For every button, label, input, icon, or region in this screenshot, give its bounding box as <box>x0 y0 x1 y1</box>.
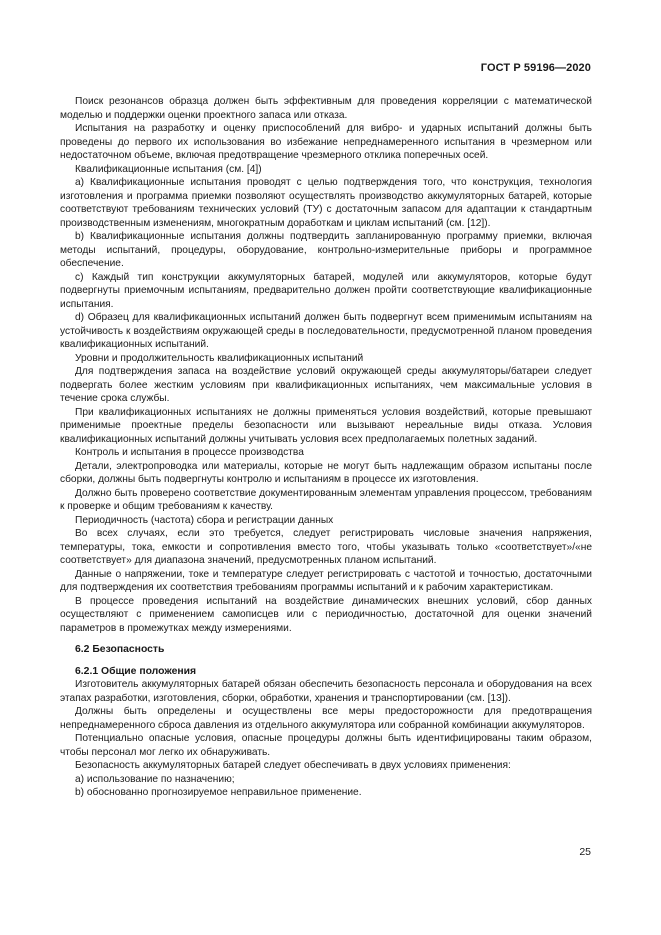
list-item: b) Квалификационные испытания должны подтвердить запланированную программу приемки, включая методы испытаний, процедуры, оборудование, контрольно-измерительные приборы и программное обеспечение. <box>60 231 592 269</box>
list-item: d) Образец для квалификационных испытаний должен быть подвергнут всем применимым испытаниям на устойчивость к воздействиям окружающей среды в последовательности, предусмотренной планом проведения квалификационных испытаний. <box>60 312 592 350</box>
paragraph: Детали, электропроводка или материалы, которые не могут быть надлежащим образом испытаны после сборки, должны быть подвергнуты контролю и испытаниям в процессе их изготовления. <box>60 460 592 485</box>
paragraph: В процессе проведения испытаний на воздействие динамических внешних условий, сбор данных осуществляют с применением самописцев или с периодичностью, достаточной для оценки значений параметров в промежутках между измерениями. <box>60 595 592 634</box>
paragraph: Уровни и продолжительность квалификационных испытаний <box>75 352 364 364</box>
paragraph: Поиск резонансов образца должен быть эффективным для проведения корреляции с математической моделью и поддержки оценки проектного запаса или отказа. <box>60 96 592 121</box>
list-item: c) Каждый тип конструкции аккумуляторных батарей, модулей или аккумуляторов, которые будут подвергнуты приемочным испытаниям, предварительно должен пройти соответствующие квалификационные испытания. <box>60 271 592 310</box>
subsection-heading: 6.2.1 Общие положения <box>75 665 197 677</box>
list-item: a) Квалификационные испытания проводят с целью подтверждения того, что конструкция, технология изготовления и программа приемки позволяют осуществлять производство аккумуляторных батарей, которые соответствуют требованиям технических условий (ТУ) с достаточным запасом для адаптации к стандартным производственным изменениям, многократным доработкам и циклам испытаний (см. [12]). <box>60 177 592 229</box>
list-item: b) обоснованно прогнозируемое неправильное применение. <box>75 787 362 798</box>
paragraph: Безопасность аккумуляторных батарей следует обеспечивать в двух условиях применения: <box>75 760 511 771</box>
paragraph: Во всех случаях, если это требуется, следует регистрировать числовые значения напряжения, температуры, тока, емкости и сопротивления вместо того, чтобы указывать только «соответствует»/«не соответствует» для диапазона значений, предусмотренных планом испытаний. <box>60 528 592 566</box>
paragraph: Потенциально опасные условия, опасные процедуры должны быть идентифицированы таким образом, чтобы персонал мог легко их обнаруживать. <box>60 733 592 758</box>
paragraph: Для подтверждения запаса на воздействие условий окружающей среды аккумуляторы/батареи следует подвергать более жестким условиям при квалификационных испытаниях, чем максимальные условия в течение срока службы. <box>60 366 592 404</box>
paragraph: Должно быть проверено соответствие документированным элементам управления процессом, требованиям к проверке и общим требованиям к качеству. <box>60 487 592 512</box>
paragraph: Испытания на разработку и оценку приспособлений для вибро- и ударных испытаний должны быть проведены до первого их использования во избежание непреднамеренного испытания в чрезмерном или недостаточном объеме, включая предотвращение чрезмерного отклика поперечных осей. <box>60 123 592 161</box>
paragraph: Изготовитель аккумуляторных батарей обязан обеспечить безопасность персонала и оборудования на всех этапах разработки, изготовления, сборки, обработки, хранения и транспортировании (см. [13]). <box>60 679 592 704</box>
list-item: a) использование по назначению; <box>75 773 235 785</box>
page-number: 25 <box>579 846 591 858</box>
paragraph: При квалификационных испытаниях не должны применяться условия воздействий, которые превышают применимые проектные пределы безопасности или вызывают нереальные виды отказа. Условия квалификационных испытаний должны учитывать условия всех предполагаемых полетных заданий. <box>60 406 592 445</box>
paragraph: Квалификационные испытания (см. [4]) <box>75 163 262 175</box>
paragraph: Контроль и испытания в процессе производства <box>75 447 304 458</box>
paragraph: Периодичность (частота) сбора и регистрации данных <box>75 514 334 526</box>
section-heading: 6.2 Безопасность <box>75 644 165 655</box>
page-body <box>60 95 592 800</box>
standard-header: ГОСТ Р 59196—2020 <box>480 62 591 74</box>
paragraph: Данные о напряжении, токе и температуре следует регистрировать с частотой и точностью, достаточными для подтверждения их соответствия требованиям программы испытаний и к рабочим характеристикам. <box>60 568 592 593</box>
paragraph: Должны быть определены и осуществлены все меры предосторожности для предотвращения непреднамеренного сброса давления из отдельного аккумулятора или собранной комбинации аккумуляторов. <box>60 706 592 731</box>
